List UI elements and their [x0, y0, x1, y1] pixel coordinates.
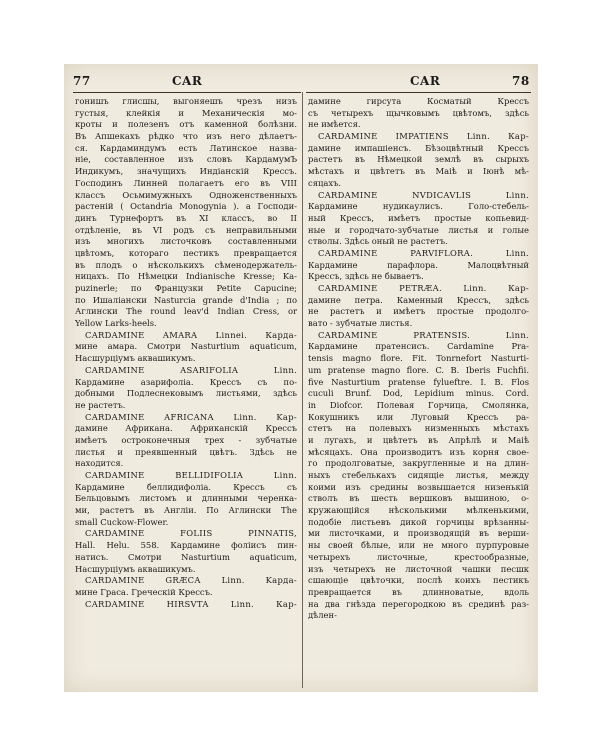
- text-line: сшающіе цвѣточки, послѣ коихъ пестикъ: [308, 575, 529, 586]
- text-line: Аглински The round leav'd Indian Cress, or: [75, 306, 297, 317]
- text-line: не растетъ.: [75, 399, 126, 410]
- text-line: CARDAMINE IMPATIENS Linn. Кар-: [318, 131, 529, 142]
- text-line: Въ Апшекахъ рѣдко что изъ него дѣлаетъ-: [75, 131, 297, 142]
- text-line: на два гнѣзда перегородкою въ срединѣ раз-: [308, 598, 529, 609]
- text-line: стетъ на полевыхъ низменныхъ мѣстахъ: [308, 423, 529, 434]
- text-line: ны своей бѣлые, или не много пурпуровые: [308, 540, 529, 551]
- text-line: Индикумъ, значущихъ Индіанскій Крессъ.: [75, 166, 297, 177]
- text-line: мине амара. Смотри Nasturtium aquaticum,: [75, 341, 297, 352]
- text-line: четырехъ листочные, крестообразные,: [308, 551, 529, 562]
- text-line: съ четырехъ щычковымъ цвѣтомъ, здѣсь: [308, 107, 529, 118]
- text-line: Hall. Helu. 558. Кардамине фоліисъ пин-: [75, 540, 297, 551]
- text-line: отдѣленіе, въ VI родъ съ неправильными: [75, 224, 297, 235]
- text-line: превращается въ длинноватые, вдоль: [308, 586, 529, 597]
- text-line: кружающійся нѣсколькими мѣлкенькими,: [308, 505, 529, 516]
- header-rule-right: [306, 92, 531, 93]
- text-line: дамине Африкана. Африканскій Крессъ: [75, 423, 297, 434]
- text-line: ся. Кардаминдумъ есть Латинское назва-: [75, 142, 297, 153]
- text-line: вато - зубчатые листья.: [308, 318, 413, 329]
- right-running-head: CAR: [410, 74, 441, 88]
- text-line: изъ многихъ листочковъ составленными: [75, 236, 297, 247]
- text-line: Насшурціумъ аквашикумъ.: [75, 353, 196, 364]
- text-line: um pratense magno flore. C. B. Iberis Fuchfii.: [308, 364, 529, 375]
- text-line: CARDAMINE AMARA Linnei. Кардa-: [85, 329, 297, 340]
- text-line: Крессъ, здѣсь не бываетъ.: [308, 271, 424, 282]
- text-line: не имѣется.: [308, 119, 361, 130]
- text-line: small Cuckow-Flower.: [75, 516, 169, 527]
- text-line: CARDAMINE AFRICANA Linn. Kap-: [85, 411, 297, 422]
- text-line: листья и преявшенный цвѣтъ. Здѣсь не: [75, 446, 297, 457]
- text-line: cuculi Brunf. Dod, Lepidium minus. Cord.: [308, 388, 529, 399]
- text-line: подобіе листьевъ дикой горчицы врѣзанны-: [308, 516, 529, 527]
- text-line: ми листочками, и производящій въ верши-: [308, 528, 529, 539]
- text-line: дѣлен-: [308, 610, 337, 621]
- text-line: мѣсяцахъ. Она производитъ изъ корня свое-: [308, 446, 529, 457]
- text-line: Кардамине пратенсисъ. Cardamine Pra-: [308, 341, 529, 352]
- text-line: го продолговатые, закругленные и на длин-: [308, 458, 529, 469]
- text-line: ные и городчато-зубчатые листья и голые: [308, 224, 529, 235]
- text-line: CARDAMINE PETRÆA. Linn. Кар-: [318, 283, 529, 293]
- text-line: дамине импашіенсъ. Бѣзоцвѣтный Крессъ: [308, 142, 529, 153]
- text-line: Насшурціумъ аквашикумъ.: [75, 563, 196, 574]
- right-page-number: 78: [512, 74, 530, 88]
- text-line: CARDAMINE PARVIFLORA. Linn.: [318, 247, 529, 258]
- text-line: Кардамине нудикаулисъ. Голо-стебель-: [308, 201, 529, 212]
- text-line: Кардамине азарифоліа. Крессъ съ по-: [75, 376, 297, 387]
- text-line: сяцахъ.: [308, 177, 342, 188]
- text-line: ный Крессъ, имѣетъ простые копьевид-: [308, 212, 529, 223]
- text-line: CARDAMINE BELLIDIFOLIA Linn.: [85, 470, 297, 480]
- text-line: динъ Турнефортъ въ XI классъ, во II: [75, 212, 297, 223]
- text-line: CARDAMINE FOLIIS PINNATIS,: [85, 528, 297, 539]
- text-line: и лугахъ, и цвѣтетъ въ Апрѣлѣ и Маіѣ: [308, 434, 529, 445]
- text-line: Кардамине беллидифоліа. Крессъ съ: [75, 481, 297, 492]
- text-line: CARDAMINE PRATENSIS. Linn.: [318, 329, 529, 340]
- text-line: густыя, клейкія и Механическія мо-: [75, 107, 297, 118]
- text-line: мѣстахъ и цвѣтетъ въ Маіѣ и Іюнѣ мѣ-: [308, 166, 529, 177]
- right-text-column: [308, 96, 529, 692]
- text-line: Кардамине парафлора. Малоцвѣтный: [308, 259, 529, 270]
- text-line: не растетъ и имѣетъ простые продолго-: [308, 306, 529, 317]
- text-line: стволы. Здѣсь оный не растетъ.: [308, 236, 448, 247]
- text-line: ми, растетъ въ Англіи. По Аглински The: [75, 505, 297, 516]
- text-line: коими изъ средины возвышается низенькій: [308, 481, 529, 492]
- text-line: растеній ( Octandria Monogynia ). а Господи-: [75, 201, 297, 212]
- text-line: натисъ. Смотри Nasturtium aquaticum,: [75, 551, 297, 562]
- text-line: въ плодъ о нѣсколькихъ сѣменодержатель-: [75, 259, 297, 270]
- text-line: in Diofcor. Полевая Горчица, Смолянка,: [308, 399, 529, 410]
- text-line: Yellow Larks-heels.: [75, 318, 157, 329]
- text-line: цвѣтомъ, котораго пестикъ превращается: [75, 247, 297, 258]
- text-line: tensis magno flore. Fit. Tonrnefort Nasturti-: [308, 353, 529, 364]
- text-line: Господинъ Линней полагаетъ его въ VIII: [75, 177, 297, 188]
- text-line: five Nasturtium pratense fylueftre. I. B. Flos: [308, 376, 529, 387]
- text-line: классъ Осьмимужныхъ Одноженственныхъ: [75, 189, 297, 200]
- text-line: по Ишаліански Nasturcia grande d'India ; по: [75, 294, 297, 305]
- text-line: ницахъ. По Нѣмецки Indianische Kresse; Ka-: [75, 271, 297, 282]
- text-line: мине Граса. Греческій Крессъ.: [75, 586, 213, 597]
- text-line: CARDAMINE HIRSVTA Linn. Кар-: [85, 598, 297, 609]
- text-line: изъ четырехъ не листочной чашки песшк: [308, 563, 529, 574]
- text-line: гонишъ глисшы, выгоняешъ чрезъ низъ: [75, 96, 297, 106]
- text-line: дамине петра. Каменный Крессъ, здѣсь: [308, 294, 529, 305]
- text-line: ныхъ стебелькахъ сидящіе листья, между: [308, 470, 529, 480]
- left-page-number: 77: [73, 74, 91, 88]
- text-line: находится.: [75, 458, 124, 469]
- left-text-column: [75, 96, 297, 692]
- text-line: кроты и полезенъ отъ каменной болѣзни.: [75, 119, 297, 130]
- text-line: CARDAMINE NVDICAVLIS Linn.: [318, 189, 529, 200]
- column-divider: [302, 92, 303, 688]
- text-line: ніе, составленное изъ словъ КардамумЪ: [75, 154, 297, 165]
- text-line: растетъ въ Нѣмецкой землѣ въ сырыхъ: [308, 154, 529, 165]
- text-line: имѣетъ остроконечныя трех - зубчатые: [75, 434, 297, 445]
- text-line: Бельцовымъ листомъ и длинными черенка-: [75, 493, 297, 504]
- text-line: дамине гирсута Косматый Крессъ: [308, 96, 529, 106]
- text-line: CARDAMINE ASARIFOLIA Linn.: [85, 364, 297, 375]
- text-line: стволъ въ шесть вершковъ вышиною, о-: [308, 493, 529, 504]
- text-line: puzinerle; по Французки Petite Capucine;: [75, 283, 297, 293]
- text-line: Кокушникъ или Луговый Крессъ ра-: [308, 411, 529, 422]
- text-line: добными Подлеснековымъ листьями, здѣсь: [75, 388, 297, 399]
- left-running-head: CAR: [172, 74, 203, 88]
- header-rule-left: [73, 92, 301, 93]
- text-line: CARDAMINE GRÆCA Linn. Kapдa-: [85, 575, 297, 586]
